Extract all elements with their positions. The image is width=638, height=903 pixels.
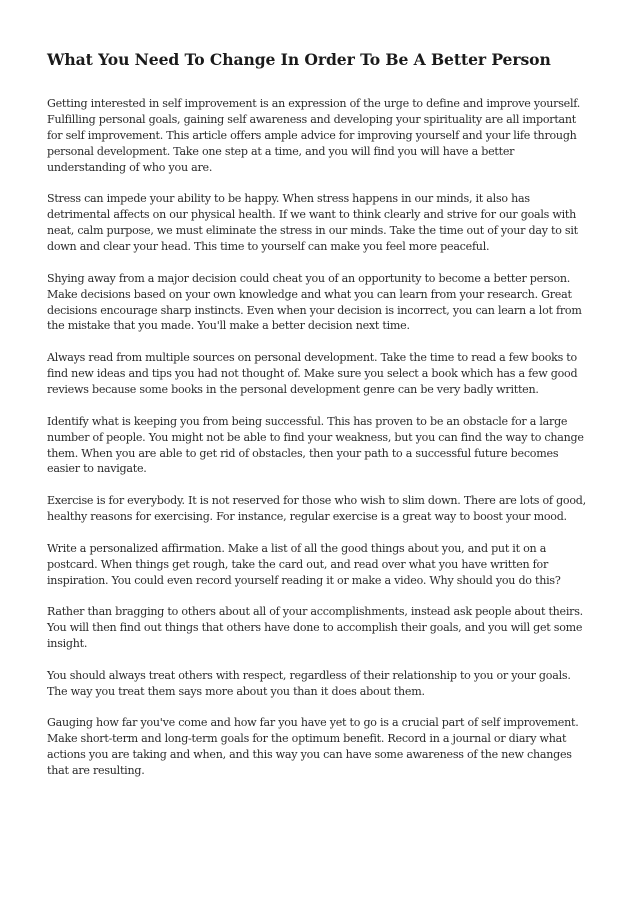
paragraph-exercise: Exercise is for everybody. It is not reserved for those who wish to slim down. There are lots of good, healthy reasons for exercising. For instance, regular exercise is a great way to boost your mood. <box>47 494 586 524</box>
paragraph-respect: You should always treat others with respect, regardless of their relationship to you or your goals. The way you treat them says more about you than it does about them. <box>47 668 571 698</box>
paragraph-self-improvement-intro: Getting interested in self improvement is an expression of the urge to define and improve yourself. Fulfilling personal goals, gaining self awareness and developing your spirituality are all important for self improvement. This article offers ample advice for improving yourself and your life through personal development. Take one step at a time, and you will find you will have a better understanding of who you are. <box>47 97 581 174</box>
paragraph-stress: Stress can impede your ability to be happy. When stress happens in our minds, it also has detrimental affects on our physical health. If we want to think clearly and strive for our goals with neat, calm purpose, we must eliminate the stress in our minds. Take the time out of your day to sit down and clear your head. This time to yourself can make you feel more peaceful. <box>47 192 578 254</box>
document-title: What You Need To Change In Order To Be A Better Person <box>47 50 551 69</box>
paragraph-reading: Always read from multiple sources on personal development. Take the time to read a few books to find new ideas and tips you had not thought of. Make sure you select a book which has a few good reviews because some books in the personal development genre can be very badly written. <box>47 351 578 396</box>
paragraph-obstacles: Identify what is keeping you from being successful. This has proven to be an obstacle for a large number of people. You might not be able to find your weakness, but you can find the way to change them. When you are able to get rid of obstacles, then your path to a successful future becomes easier to navigate. <box>47 414 584 476</box>
paragraph-affirmation: Write a personalized affirmation. Make a list of all the good things about you, and put it on a postcard. When things get rough, take the card out, and read over what you have written for inspiration. You could even record yourself reading it or make a video. Why should you do this? <box>47 541 561 587</box>
paragraph-decisions: Shying away from a major decision could cheat you of an opportunity to become a better person. Make decisions based on your own knowledge and what you can learn from your research. Great decisions encourage sharp instincts. Even when your decision is incorrect, you can learn a lot from the mistake that you made. You'll make a better decision next time. <box>47 271 582 333</box>
paragraph-ask-others: Rather than bragging to others about all of your accomplishments, instead ask people about theirs. You will then find out things that others have done to accomplish their goals, and you will get some insight. <box>47 605 583 651</box>
paragraph-goals-journal: Gauging how far you've come and how far you have yet to go is a crucial part of self improvement. Make short-term and long-term goals for the optimum benefit. Record in a journal or diary what actions you are taking and when, and this way you can have some awareness of the new changes that are resulting. <box>47 716 579 778</box>
